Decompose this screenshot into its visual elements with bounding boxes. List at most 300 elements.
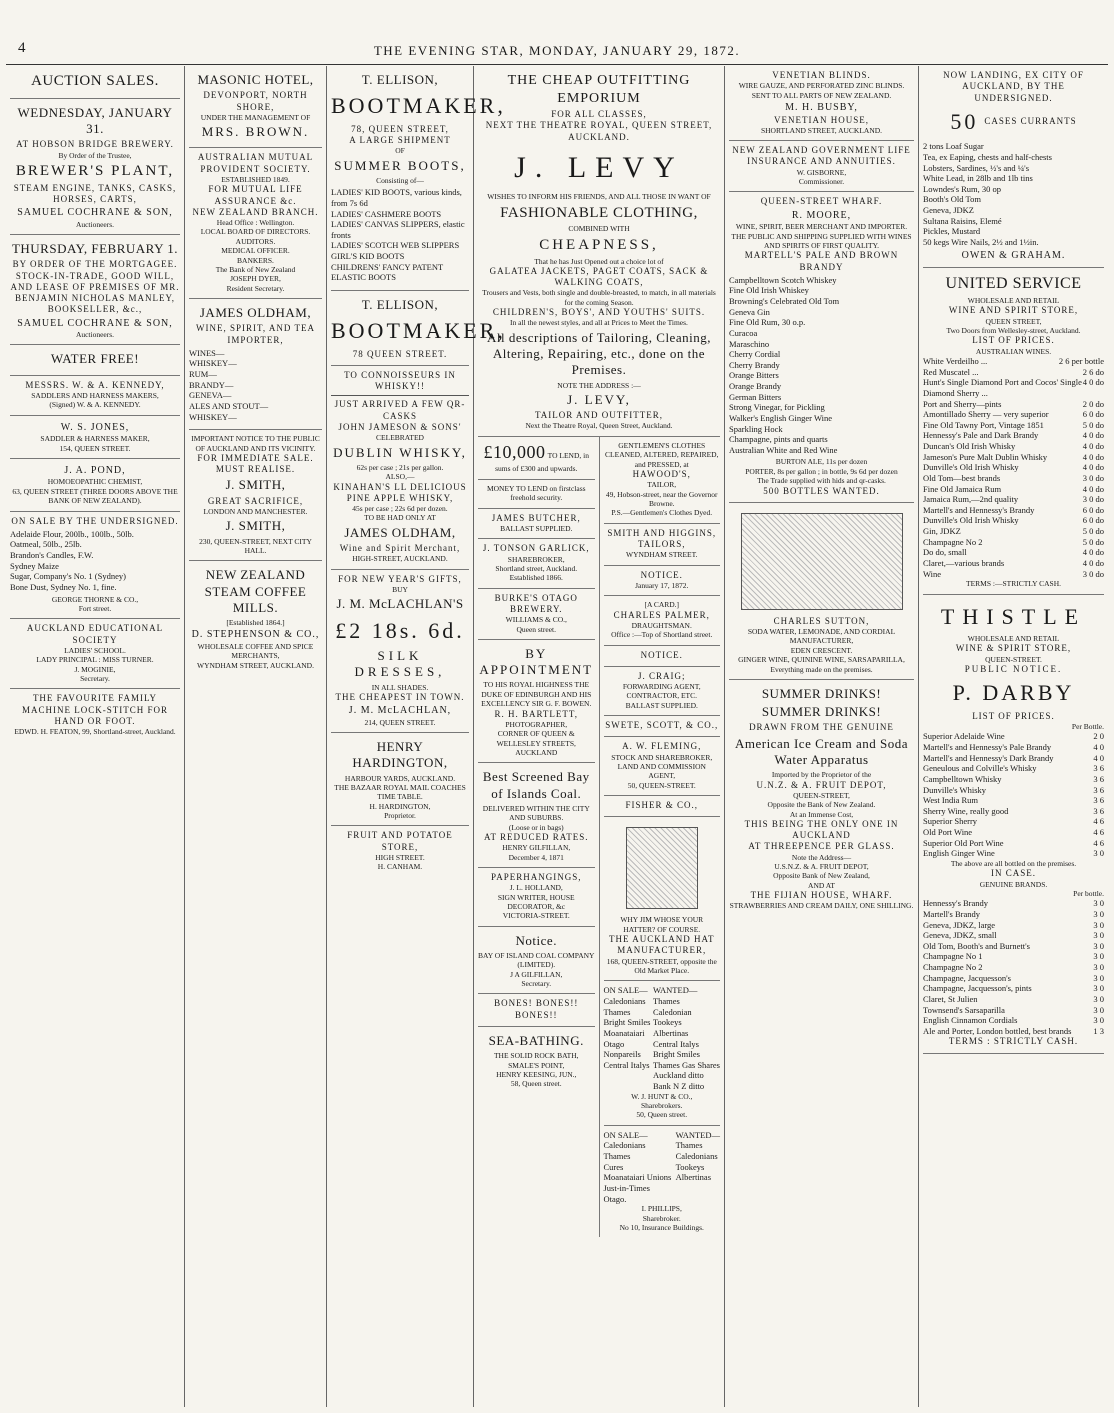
column-5 xyxy=(725,66,919,1407)
item-name: Champagne No 2 xyxy=(923,536,983,547)
brandy-heading: MARTELL'S PALE AND BROWN BRANDY xyxy=(744,250,899,272)
table-row xyxy=(923,505,1104,516)
notice-address: No 10, Insurance Buildings. xyxy=(619,1222,704,1232)
notice-title-repeat: SUMMER DRINKS! xyxy=(761,704,882,720)
and-at: AND AT xyxy=(808,880,835,890)
established: ESTABLISHED 1849. xyxy=(221,174,290,184)
notice-title: THE FAVOURITE FAMILY MACHINE LOCK-STITCH FOR HAND OR FOOT. xyxy=(21,693,168,726)
table-row xyxy=(923,898,1104,909)
item-name: Geneva, JDKZ, large xyxy=(923,919,996,930)
notice-address: HIGH STREET. xyxy=(375,852,425,862)
merchant-role: WINE, SPIRIT, BEER MERCHANT AND IMPORTER. xyxy=(735,222,908,232)
tailor-address: 49, Hobson-street, near the Governor Browne. xyxy=(605,489,718,508)
cheapness: CHEAPNESS, xyxy=(539,236,659,253)
price-list-heading: LIST OF PRICES. xyxy=(972,335,1055,346)
item-name: Champagne, Jacquesson's, pints xyxy=(923,983,1032,994)
sea-bathing xyxy=(478,1027,595,1094)
sutton-name: CHARLES SUTTON, xyxy=(773,615,870,626)
established: [Established 1864.] xyxy=(226,618,285,627)
item-name: Superior Sherry xyxy=(923,816,978,827)
kinahan-name: KINAHAN'S LL DELICIOUS xyxy=(333,481,467,492)
table-row xyxy=(923,420,1104,431)
auction-sales-heading xyxy=(10,66,180,99)
list-item: Moanataiari xyxy=(603,1027,645,1038)
item-price: 3 0 xyxy=(1093,993,1104,1004)
coffee-mills xyxy=(189,561,322,675)
goods-heading: SUMMER BOOTS, xyxy=(334,157,466,173)
list-item: ALES AND STOUT— xyxy=(189,400,269,411)
column-2 xyxy=(185,66,327,1407)
wanted-heading: WANTED— xyxy=(652,985,698,996)
sale-date: THURSDAY, FEBRUARY 1. xyxy=(11,241,179,256)
notice-title: AUCKLAND EDUCATIONAL SOCIETY xyxy=(26,623,164,645)
column-4-split xyxy=(478,437,720,1238)
imported-by: Imported by the Proprietor of the xyxy=(771,770,872,780)
notice-address: VICTORIA-STREET. xyxy=(502,911,570,921)
table-row xyxy=(923,399,1104,410)
postscript: P.S.—Gentlemen's Clothes Dyed. xyxy=(611,508,713,518)
item-name: Old Tom—best brands xyxy=(923,472,1001,483)
item-name: Jameson's Pure Malt Dublin Whisky xyxy=(923,451,1048,462)
notice-title: J. TONSON GARLICK, xyxy=(482,543,590,554)
list-item: Albertinas xyxy=(652,1027,689,1038)
hat-manufacturer xyxy=(604,817,721,981)
item-name: Ale and Porter, London bottled, best brands xyxy=(923,1025,1072,1036)
arrival-text: JUST ARRIVED A FEW QR-CASKS xyxy=(334,399,466,421)
venetian-house: VENETIAN HOUSE, xyxy=(774,114,869,125)
item-price: 4 0 xyxy=(1093,742,1104,752)
head-office: Head Office : Wellington. xyxy=(216,218,295,227)
item-price: 3 0 do xyxy=(1082,472,1104,483)
tailoring-line: All descriptions of Tailoring, Cleaning, Altering, Repairing, etc., done on the Premises. xyxy=(487,329,711,378)
notice-title: THISTLE xyxy=(940,603,1087,629)
item-name: Martell's and Hennessy's Dark Brandy xyxy=(923,752,1054,763)
item-price: 3 0 xyxy=(1093,908,1104,919)
price-table xyxy=(923,356,1104,579)
item-name: Martell's Brandy xyxy=(923,908,981,919)
item-price: 3 0 xyxy=(1093,940,1104,951)
notice-title: BAY OF ISLAND COAL COMPANY (LIMITED). xyxy=(478,950,595,970)
notice-signature: J. MOGINIE, xyxy=(74,664,116,674)
notice-role: SHAREBROKER, xyxy=(507,554,565,564)
notice-title: Best Screened Bay of Islands Coal. xyxy=(482,769,590,801)
hardington-coaches xyxy=(331,733,469,826)
list-item: GENEVA— xyxy=(189,390,232,401)
wanted-list xyxy=(676,1130,720,1204)
bottles-wanted: 500 BOTTLES WANTED. xyxy=(763,485,880,496)
sale-title: STOCK-IN-TRADE, GOOD WILL, AND LEASE OF PREMISES OF MR. BENJAMIN NICHOLAS MANLEY, BOOKSELLER, &c., xyxy=(10,270,180,315)
table-row xyxy=(923,973,1104,984)
notice-title: THE AUCKLAND HAT MANUFACTURER, xyxy=(609,934,715,956)
notice-must: MUST REALISE. xyxy=(215,464,296,475)
sale-list xyxy=(604,1130,672,1204)
item-name: Dunville's Old Irish Whisky xyxy=(923,462,1019,473)
table-row xyxy=(923,816,1104,827)
jackets-line: GALATEA JACKETS, PAGET COATS, SACK & WALKING COATS, xyxy=(489,265,709,288)
pond-notice xyxy=(10,459,180,512)
all-shades: IN ALL SHADES. xyxy=(371,682,429,692)
fruit-store xyxy=(331,826,469,876)
notice-address: 50, Queen street. xyxy=(636,1110,688,1120)
item-price: 2 6 per bottle xyxy=(1058,356,1104,366)
store-type: WINE AND SPIRIT STORE, xyxy=(948,305,1079,316)
trousers-line: Trousers and Vests, both single and double-breasted, to match, in all materials for the coming Season. xyxy=(482,288,716,307)
item-name: Claret,—various brands xyxy=(923,557,1005,568)
combined-with: COMBINED WITH xyxy=(568,224,630,234)
table-row xyxy=(923,838,1104,849)
notice-address: SHORTLAND STREET, AUCKLAND. xyxy=(760,125,883,135)
terms: TERMS : STRICTLY CASH. xyxy=(948,1036,1079,1047)
table-row xyxy=(923,356,1104,367)
item-price: 4 6 xyxy=(1093,827,1104,837)
brewery-auction xyxy=(10,99,180,235)
notice-title: A. W. FLEMING, xyxy=(622,741,702,752)
amp-society xyxy=(189,148,322,299)
ellison-boots xyxy=(331,66,506,291)
trafford-notice xyxy=(604,566,721,597)
notice-signature: GEORGE THORNE & CO., xyxy=(51,594,139,604)
notice-role: WHOLESALE COFFEE AND SPICE MERCHANTS, xyxy=(197,641,314,661)
notice-role: Sharebrokers. xyxy=(641,1101,683,1110)
item-price: 4 0 do xyxy=(1082,430,1104,441)
notice-address: 230, QUEEN-STREET, NEXT CITY HALL. xyxy=(199,536,312,555)
item-price: 3 0 xyxy=(1093,919,1104,930)
notice-signature: H. CANHAM. xyxy=(377,862,423,872)
swete-scott xyxy=(604,716,721,737)
item-price: 5 0 do xyxy=(1082,536,1104,547)
palmer-name: CHARLES PALMER, xyxy=(613,609,710,620)
darby-name: P. DARBY xyxy=(952,680,1075,706)
item-name: Old Tom, Booth's and Burnett's xyxy=(923,940,1030,951)
notice-address: QUEEN-STREET. xyxy=(985,654,1042,664)
notice-title: MESSRS. W. & A. KENNEDY, xyxy=(25,379,165,390)
opened-text: That he has Just Opened out a choice lot of xyxy=(534,256,664,266)
children-suits: CHILDREN'S, BOYS', AND YOUTHS' SUITS. xyxy=(492,307,706,318)
notice-title: SMITH AND HIGGINS, xyxy=(607,527,717,538)
notice-title: IMPORTANT NOTICE TO THE PUBLIC OF AUCKLAND AND ITS VICINITY. xyxy=(191,434,320,453)
item-price: 3 6 xyxy=(1093,795,1104,806)
item-name: White Verdeilho ... xyxy=(923,356,988,366)
list-item: Brandon's Candles, F.W. xyxy=(10,550,94,560)
table-row xyxy=(923,473,1104,484)
notice-signature: W. J. HUNT & CO., xyxy=(631,1091,693,1101)
sale-date: WEDNESDAY, JANUARY 31. xyxy=(17,104,173,136)
sale-heading: GREAT SACRIFICE, xyxy=(207,495,304,506)
fleming-notice xyxy=(604,737,721,796)
thistle-store xyxy=(923,595,1104,1054)
bartlett-photographer xyxy=(478,640,595,763)
maker-name: JOHN JAMESON & SONS' xyxy=(338,421,462,432)
notice-address: Fort street. xyxy=(78,603,112,613)
per-bottle: Per bottle. xyxy=(1073,888,1104,898)
item-price: 2 6 do xyxy=(1082,366,1104,377)
kennedy-notice xyxy=(10,376,180,416)
notice-title: ON SALE BY THE UNDERSIGNED. xyxy=(11,515,179,526)
item-price: 4 0 do xyxy=(1082,377,1104,388)
notice-address: 78, QUEEN STREET, xyxy=(351,123,449,134)
item-name: Hennessy's Pale and Dark Brandy xyxy=(923,430,1039,441)
list-item: Central Italys xyxy=(603,1059,650,1070)
depot-street: QUEEN-STREET, xyxy=(793,790,850,800)
list-item: Bright Smiles xyxy=(603,1017,651,1028)
depot-opposite: Opposite the Bank of New Zealand. xyxy=(767,800,876,810)
item-name: Fine Old Tawny Port, Vintage 1851 xyxy=(923,419,1044,430)
list-item: Oatmeal, 50lb., 25lb. xyxy=(10,539,82,550)
item-price: 3 0 xyxy=(1093,898,1104,909)
notice-subtitle: FOR IMMEDIATE SALE. xyxy=(197,452,314,463)
notice-subtitle: SADDLER & HARNESS MAKER, xyxy=(40,434,150,444)
genuine-brands: GENUINE BRANDS. xyxy=(979,879,1048,889)
item-name: Geneva, JDKZ, small xyxy=(923,930,997,941)
list-item: Moanataiari Unions xyxy=(603,1172,672,1183)
sutton-list: GINGER WINE, QUININE WINE, SARSAPARILLA, Everything made on the premises. xyxy=(738,655,905,674)
wanted-heading: WANTED— xyxy=(675,1129,720,1140)
list-item: Lowndes's Rum, 30 op xyxy=(923,183,1002,194)
item-price: 4 0 do xyxy=(1082,483,1104,494)
item-name: English Ginger Wine xyxy=(923,848,995,859)
list-item: White Lead, in 28lb and 1lb tins xyxy=(923,173,1033,184)
item-name: Martell's and Hennessy's Brandy xyxy=(923,504,1035,515)
hunt-shares xyxy=(604,981,721,1125)
garlick-notice xyxy=(478,539,595,588)
whisky-name: DUBLIN WHISKY, xyxy=(333,444,467,460)
list-item: Thames xyxy=(675,1140,703,1151)
notice-title: PAPERHANGINGS, xyxy=(491,871,582,882)
item-price: 3 0 xyxy=(1093,848,1104,859)
merchant-name: J. M. McLACHLAN'S xyxy=(336,596,464,612)
sale-title: BREWER'S PLANT, xyxy=(15,162,175,179)
shipment-heading: A LARGE SHIPMENT xyxy=(349,135,451,145)
table-row xyxy=(923,569,1104,580)
consisting-of: Consisting of— xyxy=(376,175,424,185)
fletcher-notice xyxy=(604,646,721,667)
table-row xyxy=(923,430,1104,441)
price-table xyxy=(923,731,1104,859)
item-name: Champagne No 2 xyxy=(923,962,983,972)
list-item: Sultana Raisins, Elemé xyxy=(923,215,1002,226)
immense-cost: At an Immense Cost, xyxy=(789,809,854,819)
notice-subtitle: FOR MUTUAL LIFE ASSURANCE &c. xyxy=(208,184,303,206)
notice-title: HENRY HARDINGTON, xyxy=(352,739,448,771)
list-item: CHILDRENS' FANCY PATENT ELASTIC BOOTS xyxy=(331,261,444,283)
item-name: Hunt's Single Diamond Port and Cocos' Single Diamond Sherry ... xyxy=(923,377,1082,398)
table-row xyxy=(923,941,1104,952)
price-table xyxy=(923,898,1104,1036)
smith-higgins xyxy=(604,524,721,566)
sutton-role: SODA WATER, LEMONADE, AND CORDIAL MANUFACTURER, xyxy=(747,627,896,646)
notice-title: NOW LANDING, EX CITY OF AUCKLAND, BY THE UNDERSIGNED. xyxy=(943,70,1084,103)
table-row xyxy=(923,484,1104,495)
list-item: Cherry Brandy xyxy=(729,359,780,370)
summer-drinks xyxy=(729,680,914,916)
notice-address: 63, QUEEN STREET (THREE DOORS ABOVE THE BANK OF NEW ZEALAND). xyxy=(12,486,178,506)
table-row xyxy=(923,827,1104,838)
threepence: AT THREEPENCE PER GLASS. xyxy=(748,841,895,852)
notice-title: WATER FREE! xyxy=(50,351,140,367)
manley-auction xyxy=(10,235,180,345)
cases-number: 50 xyxy=(950,108,979,134)
list-item: Bank N Z ditto xyxy=(652,1081,705,1091)
list-item: Cures xyxy=(603,1161,624,1172)
board-heading: LOCAL BOARD OF DIRECTORS. xyxy=(200,227,311,237)
item-price: 3 0 xyxy=(1093,951,1104,962)
notice-signature: H. HARDINGTON, xyxy=(369,801,431,811)
notice-title: THE CHEAP OUTFITTING EMPORIUM xyxy=(507,73,691,106)
sale-items xyxy=(10,529,180,593)
govt-insurance xyxy=(729,141,914,192)
phillips-shares xyxy=(604,1126,721,1238)
item-price: 5 0 do xyxy=(1082,526,1104,536)
table-row xyxy=(923,537,1104,548)
list-item: Tea, ex Eaping, chests and half-chests xyxy=(923,151,1052,162)
sale-subtitle: STEAM ENGINE, TANKS, CASKS, HORSES, CARTS, xyxy=(13,182,177,204)
list-item: RUM— xyxy=(189,369,217,379)
list-item: Lobsters, Sardines, ½'s and ¼'s xyxy=(923,162,1029,173)
list-item: Browning's Celebrated Old Tom xyxy=(729,296,840,306)
item-price: 3 0 xyxy=(1093,930,1104,941)
list-item: Tookeys xyxy=(652,1017,682,1028)
table-row xyxy=(923,367,1104,378)
notice-principal: LADY PRINCIPAL : MISS TURNER. xyxy=(36,655,154,665)
notice-title: JAMES BUTCHER, xyxy=(491,512,581,523)
list-item: Curacoa xyxy=(729,327,758,338)
rock-bath: THE SOLID ROCK BATH, SMALE'S POINT, xyxy=(493,1051,579,1070)
item-name: Claret, St Julien xyxy=(923,993,978,1004)
palmer-card xyxy=(604,596,721,645)
list-item: 2 tons Loaf Sugar xyxy=(923,141,984,152)
notice-title: VENETIAN BLINDS. xyxy=(772,70,871,80)
list-item: LADIES' CASHMERE BOOTS xyxy=(331,208,442,219)
list-item: Adelaide Flour, 200lb., 100lb., 50lb. xyxy=(10,528,134,539)
item-name: Dunville's Old Irish Whisky xyxy=(923,515,1019,526)
item-price: 6 0 do xyxy=(1082,515,1104,526)
item-name: Campbelltown Whisky xyxy=(923,773,1002,784)
list-item: Just-in-Times xyxy=(603,1182,650,1193)
notice-title: QUEEN-STREET WHARF. xyxy=(760,196,883,207)
palmer-role: DRAUGHTSMAN. xyxy=(631,620,692,630)
list-item: Caledonians xyxy=(603,996,646,1006)
wines-heading: AUSTRALIAN WINES. xyxy=(975,346,1052,356)
list-item: Pickles, Mustard xyxy=(923,226,981,237)
notice-role: STOCK AND SHAREBROKER, LAND AND COMMISSION AGENT, xyxy=(611,752,713,781)
notice-address: 214, QUEEN STREET. xyxy=(364,717,436,727)
merchant-name: R. MOORE, xyxy=(791,209,852,221)
notice-signature: M. H. BUSBY, xyxy=(785,102,858,113)
notice-title: NEW ZEALAND GOVERNMENT LIFE INSURANCE AND ANNUITIES. xyxy=(732,145,911,167)
notice-title: NEW ZEALAND STEAM COFFEE MILLS. xyxy=(204,567,307,615)
item-price: 2 0 do xyxy=(1082,398,1104,409)
notice-title: MONEY TO LEND on firstclass freehold security. xyxy=(486,483,586,503)
list-item: Orange Bitters xyxy=(729,370,779,381)
item-price: 3 0 do xyxy=(1082,494,1104,505)
only-one: THIS BEING THE ONLY ONE IN AUCKLAND xyxy=(744,818,899,841)
notice-address: WYNDHAM STREET. xyxy=(625,550,698,560)
item-name: Dunville's Whisky xyxy=(923,784,986,795)
table-row xyxy=(923,785,1104,796)
for-all-classes: FOR ALL CLASSES, xyxy=(551,109,647,119)
item-name: Fine Old Jamaica Rum xyxy=(923,483,1002,494)
list-item: Strong Vinegar, for Pickling xyxy=(729,402,825,413)
list-item: LADIES' SCOTCH WEB SLIPPERS xyxy=(331,240,460,251)
notice-signature: OWEN & GRAHAM. xyxy=(961,249,1066,261)
levy-name: J. LEVY xyxy=(514,150,684,184)
sale-list xyxy=(604,985,651,1091)
merchant-address: HIGH-STREET, AUCKLAND. xyxy=(352,554,448,564)
table-row xyxy=(923,731,1104,742)
sale-heading: ON SALE— xyxy=(603,985,648,996)
notice-signature: HENRY KEESING, JUN., xyxy=(496,1069,577,1079)
table-row xyxy=(923,1026,1104,1037)
table-row xyxy=(923,547,1104,558)
notice-role: TAILORS, xyxy=(637,538,686,549)
ice-cream-apparatus: American Ice Cream and Soda Water Apparatus xyxy=(734,735,909,767)
bank-name: The Bank of New Zealand xyxy=(215,264,296,274)
columns xyxy=(6,66,1108,1407)
card-label: [A CARD.] xyxy=(644,600,680,610)
levy-emporium xyxy=(478,66,720,437)
photographer-address: CORNER OF QUEEN & WELLESLEY STREETS, AUCKLAND xyxy=(496,729,576,757)
thorne-sale xyxy=(10,512,180,620)
appointment-heading: BY APPOINTMENT xyxy=(479,645,594,678)
item-price: 2 0 xyxy=(1093,731,1104,742)
sale-order: By Order of the Trustee, xyxy=(58,150,132,160)
notice-subtitle: WHOLESALE AND RETAIL xyxy=(967,296,1060,305)
list-item: Auckland ditto xyxy=(652,1070,704,1081)
price-categories xyxy=(189,348,322,422)
notice-subtitle: SADDLERS AND HARNESS MAKERS, xyxy=(31,390,159,400)
item-name: Wine xyxy=(923,568,942,579)
table-row xyxy=(923,763,1104,774)
coal-rates: AT REDUCED RATES. xyxy=(483,831,589,842)
list-item: Central Italys xyxy=(652,1038,699,1049)
sutton-address: EDEN CRESCENT. xyxy=(790,645,853,655)
loan-amount: £10,000 xyxy=(483,441,546,462)
notice-address: 168, QUEEN-STREET, opposite the Old Market Place. xyxy=(606,956,717,975)
notice-title: NOTICE. xyxy=(640,649,683,660)
notice-subtitle: CLEANED, ALTERED, REPAIRED, and PRESSED, at xyxy=(605,450,719,469)
item-name: English Cinnamon Cordials xyxy=(923,1015,1018,1026)
notice-heading: Notice. xyxy=(515,932,557,948)
column-4-left xyxy=(478,437,600,1238)
table-row xyxy=(923,909,1104,920)
masonic-hotel xyxy=(189,66,322,148)
celebrated-text: CELEBRATED xyxy=(376,433,424,443)
item-name: Martell's and Hennessy's Pale Brandy xyxy=(923,742,1052,752)
terms: TERMS :—STRICTLY CASH. xyxy=(965,579,1062,589)
notice-title: BURKE'S OTAGO BREWERY. xyxy=(494,592,578,614)
table-row xyxy=(923,1015,1104,1026)
also-text: ALSO,— xyxy=(385,472,415,482)
bottled-note: The above are all bottled on the premises. xyxy=(950,858,1077,868)
item-price: 3 0 do xyxy=(1082,568,1104,579)
notice-role: Proprietor. xyxy=(384,811,416,820)
trade-supplied: The Trade supplied with hids and qr-casks. xyxy=(757,476,886,486)
notice-title: FISHER & CO., xyxy=(625,800,698,811)
sale-order: BY ORDER OF THE MORTGAGEE. xyxy=(12,259,178,270)
dress-price: £2 18s. 6d. xyxy=(335,617,465,643)
bankers-heading: BANKERS. xyxy=(237,255,274,265)
water-free-notice xyxy=(10,345,180,375)
table-row xyxy=(923,462,1104,473)
notice-address: QUEEN STREET, xyxy=(985,316,1042,326)
loan-notice xyxy=(478,437,595,480)
oldham-prices xyxy=(189,299,322,430)
item-name: Champagne, Jacquesson's xyxy=(923,972,1011,983)
craig-notice xyxy=(604,667,721,716)
list-item: Sydney Maize xyxy=(10,560,59,571)
section-title: AUCTION SALES. xyxy=(31,73,159,89)
list-item: Booth's Old Tom xyxy=(923,194,981,205)
